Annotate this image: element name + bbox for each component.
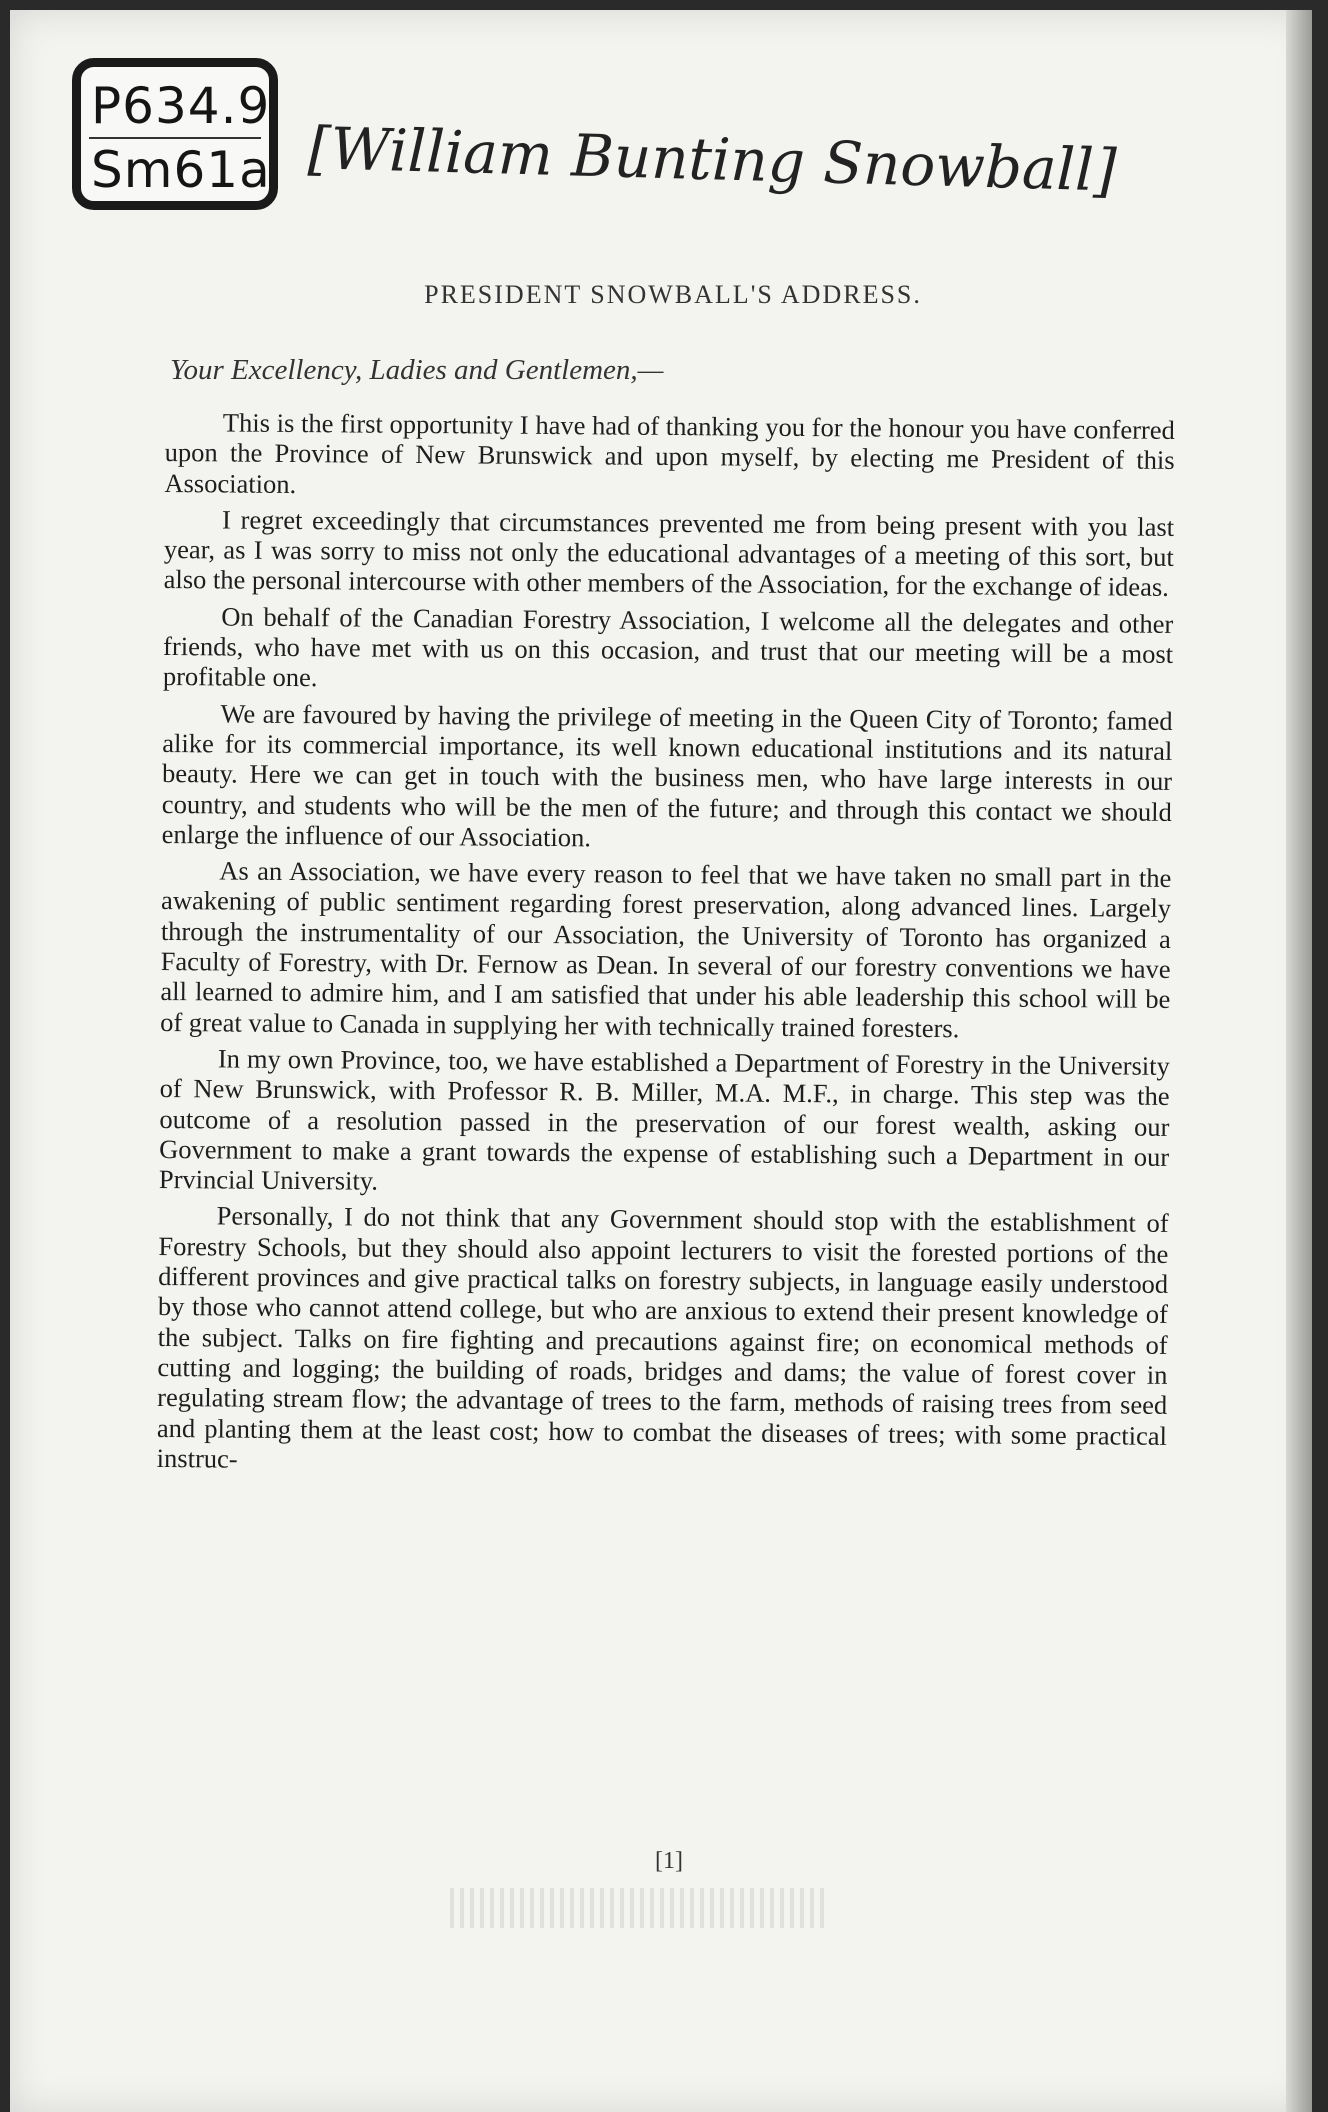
call-number-divider [89,137,261,139]
paragraph: We are favoured by having the privilege of meeting in the Queen City of Toronto; famed alike for its commercial importance, its well known educational institutions and its natural beauty. Here we can get in touch with the business men, who have large interests in our country, and students who will be the men of the future; and through this contact we should enlarge the influence of our Association. [161,698,1173,853]
call-number-line-2: Sm61a [91,141,271,199]
document-title: PRESIDENT SNOWBALL'S ADDRESS. [424,280,922,309]
handwritten-author-note: [William Bunting Snowball] [307,114,1118,205]
salutation: Your Excellency, Ladies and Gentlemen,— [170,354,664,386]
paragraph: On behalf of the Canadian Forestry Association, I welcome all the delegates and other friends, who have met with us on this occasion, and trust that our meeting will be a most profitable one. [162,601,1174,693]
call-number-line-1: P634.9 [91,77,271,135]
address-body [157,407,1175,1487]
paragraph: In my own Province, too, we have established a Department of Forestry in the University of New Brunswick, with Professor R. B. Miller, M.A. M.F., in charge. This step was the outcome of a resolution passed in the preservation of our forest wealth, asking our Government to make a grant towards the expense of establishing such a Department in our Prvincial University. [158,1043,1170,1196]
ink-bleed-through [450,1888,830,1928]
page-edge-shadow [1286,10,1312,2112]
paragraph: As an Association, we have every reason to feel that we have taken no small part in the awakening of public sentiment regarding forest preservation, along advanced lines. Largely through the instrumentality of our Association, the University of Toronto has organized a Faculty of Forestry, with Dr. Fernow as Dean. In several of our forestry conventions we have all learned to admire him, and I am satisfied that under his able leadership this school will be of great value to Canada in supplying her with technically trained foresters. [160,855,1172,1043]
paragraph: I regret exceedingly that circumstances prevented me from being present with you last year, as I was sorry to miss not only the educational advantages of a meeting of this sort, but also the personal intercourse with other members of the Association, for the exchange of ideas. [163,504,1175,603]
document-page [10,10,1312,2112]
paragraph: This is the first opportunity I have had of thanking you for the honour you have conferred upon the Province of New Brunswick and upon myself, by electing me President of this Association. [164,407,1175,499]
paragraph: Personally, I do not think that any Government should stop with the establishment of Forestry Schools, but they should also appoint lecturers to visit the forested portions of the different provinces and give practical talks on forestry subjects, in language easily understood by those who cannot attend college, but who are anxious to extend their present knowledge of the subject. Talks on fire fighting and precautions against fire; on economical methods of cutting and logging; the building of roads, bridges and dams; the value of forest cover in regulating stream flow; the advantage of trees to the farm, methods of raising trees from seed and planting them at the least cost; how to combat the diseases of trees; with some practical instruc- [156,1200,1169,1474]
call-number-label [72,58,278,210]
page-number: [1] [655,1848,683,1874]
